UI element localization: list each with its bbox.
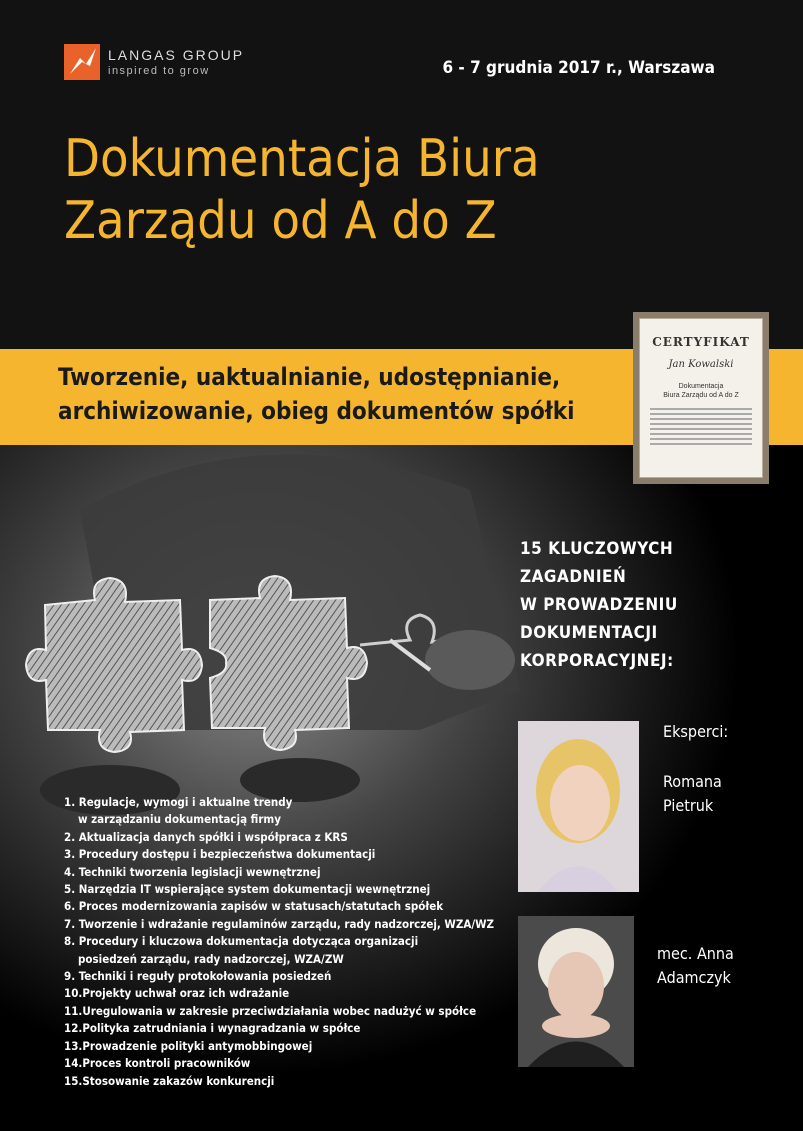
title-line-2: Zarządu od A do Z: [64, 191, 497, 251]
certificate-fineprint: [650, 408, 752, 445]
list-item: 15.Stosowanie zakazów konkurencji: [64, 1073, 275, 1088]
list-item: 11.Uregulowania w zakresie przeciwdziałania wobec nadużyć w spółce: [64, 1003, 477, 1018]
page-title: [64, 128, 540, 252]
certificate-name: Jan Kowalski: [668, 359, 734, 370]
list-item: 10.Projekty uchwał oraz ich wdrażanie: [64, 986, 290, 1001]
list-item: 6. Proces modernizowania zapisów w statusach/statutach spółek: [64, 899, 444, 914]
brand-slogan: inspired to grow: [108, 65, 210, 77]
brand-name: LANGAS GROUP: [108, 47, 245, 63]
topics-list: [64, 794, 494, 1090]
experts-label: Eksperci:: [663, 722, 729, 741]
list-item: 9. Techniki i reguły protokołowania posiedzeń: [64, 969, 332, 984]
list-item: 13.Prowadzenie polityki antymobbingowej: [64, 1038, 313, 1053]
list-item: 14.Proces kontroli pracowników: [64, 1056, 251, 1071]
list-item: 12.Polityka zatrudniania i wynagradzania w spółce: [64, 1021, 361, 1036]
brand-logo: [64, 44, 244, 80]
certificate-course: Dokumentacja Biura Zarządu od A do Z: [663, 383, 739, 399]
list-item: w zarządzaniu dokumentacją firmy: [78, 812, 281, 827]
certificate-heading: CERTYFIKAT: [652, 335, 750, 349]
bird-logo-icon: [64, 44, 100, 80]
list-item: 2. Aktualizacja danych spółki i współpraca z KRS: [64, 829, 348, 844]
event-date-place: 6 - 7 grudnia 2017 r., Warszawa: [442, 58, 715, 78]
list-item: 7. Tworzenie i wdrażanie regulaminów zarządu, rady nadzorczej, WZA/WZ: [64, 916, 495, 931]
expert-photo-romana-pietruk: [518, 721, 639, 892]
list-item: 5. Narzędzia IT wspierające system dokumentacji wewnętrznej: [64, 882, 431, 897]
list-item: 1. Regulacje, wymogi i aktualne trendy: [64, 795, 293, 809]
list-item: posiedzeń zarządu, rady nadzorczej, WZA/ZW: [78, 951, 344, 966]
list-item: 4. Techniki tworzenia legislacji wewnętrznej: [64, 864, 321, 879]
title-line-1: Dokumentacja Biura: [64, 129, 540, 189]
expert-2-name: mec. Anna Adamczyk: [657, 944, 734, 987]
expert-photo-anna-adamczyk: [518, 916, 634, 1067]
subtitle-line-1: Tworzenie, uaktualnianie, udostępnianie,: [58, 363, 561, 391]
list-item: 3. Procedury dostępu i bezpieczeństwa dokumentacji: [64, 847, 376, 862]
subtitle-line-2: archiwizowanie, obieg dokumentów spółki: [58, 397, 575, 425]
certificate-image: [633, 312, 769, 484]
list-item: 8. Procedury i kluczowa dokumentacja dotycząca organizacji: [64, 934, 419, 949]
expert-1-name: Romana Pietruk: [663, 772, 722, 815]
subtitle: [58, 360, 575, 428]
topics-heading: 15 KLUCZOWYCH ZAGADNIEŃ W PROWADZENIU DOKUMENTACJI KORPORACYJNEJ:: [520, 539, 678, 671]
